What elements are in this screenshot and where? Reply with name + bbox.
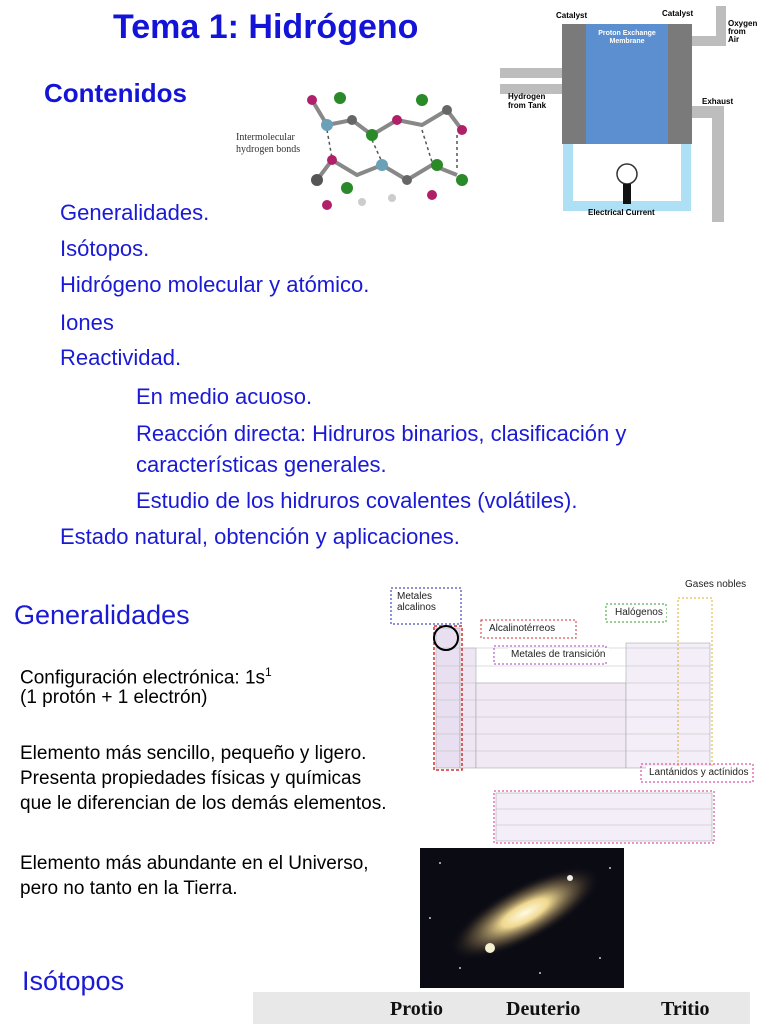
toc-item-estado: Estado natural, obtención y aplicaciones. bbox=[60, 524, 460, 549]
lantanidos-label: Lantánidos y actínidos bbox=[646, 766, 752, 779]
oxygen-label: Oxygen from Air bbox=[728, 19, 758, 44]
toc-item-reactividad: Reactividad. bbox=[60, 345, 182, 370]
electron-config-note: (1 protón + 1 electrón) bbox=[20, 687, 208, 708]
generalidades-heading: Generalidades bbox=[14, 600, 190, 630]
fuel-cell-diagram bbox=[500, 6, 768, 228]
current-label: Electrical Current bbox=[588, 208, 655, 217]
page-title: Tema 1: Hidrógeno bbox=[113, 8, 419, 46]
alcalinoterreos-label: Alcalinotérreos bbox=[486, 622, 558, 635]
toc-subitem-hidruros: Estudio de los hidruros covalentes (volátiles). bbox=[136, 488, 578, 513]
hydrogen-bond-molecule-image bbox=[232, 80, 482, 216]
galaxy-image bbox=[420, 848, 624, 988]
electron-config: Configuración electrónica: $1s^1$ bbox=[20, 665, 272, 689]
isotope-tritio: Tritio bbox=[661, 998, 710, 1020]
isotope-names-strip bbox=[253, 992, 750, 1024]
periodic-table-image bbox=[386, 578, 758, 846]
catalyst-label-left: Catalyst bbox=[556, 11, 588, 20]
paragraph-abundance: Elemento más abundante en el Universo, pero no tanto en la Tierra. bbox=[20, 853, 369, 899]
toc-subitem-reaccion: Reacción directa: Hidruros binarios, clasificación y bbox=[136, 421, 627, 446]
toc-item-hidrogeno: Hidrógeno molecular y atómico. bbox=[60, 272, 370, 297]
metales-alcalinos-label: Metales alcalinos bbox=[394, 590, 439, 614]
membrane-label: Proton Exchange Membrane bbox=[598, 30, 656, 45]
toc-item-generalidades: Generalidades. bbox=[60, 200, 210, 225]
isotope-protio: Protio bbox=[390, 998, 443, 1020]
gases-nobles-label: Gases nobles bbox=[682, 578, 749, 591]
toc-subitem-reaccion-cont: características generales. bbox=[136, 452, 387, 477]
hydrogen-label: Hydrogen from Tank bbox=[508, 92, 547, 110]
contents-heading: Contenidos bbox=[44, 78, 187, 108]
paragraph-properties: Elemento más sencillo, pequeño y ligero. Presenta propiedades físicas y químicas que le diferencian de los demás elementos. bbox=[20, 743, 387, 814]
halogenos-label: Halógenos bbox=[612, 606, 666, 619]
toc-subitem-acuoso: En medio acuoso. bbox=[136, 384, 313, 409]
molecule-label: Intermolecular hydrogen bonds bbox=[236, 132, 301, 155]
toc-item-isotopos: Isótopos. bbox=[60, 236, 150, 261]
exhaust-label: Exhaust bbox=[702, 97, 734, 106]
metales-transicion-label: Metales de transición bbox=[508, 648, 609, 661]
toc-item-iones: Iones bbox=[60, 310, 114, 335]
catalyst-label-right: Catalyst bbox=[662, 9, 694, 18]
isotope-deuterio: Deuterio bbox=[506, 998, 581, 1020]
isotopos-heading: Isótopos bbox=[22, 966, 125, 996]
